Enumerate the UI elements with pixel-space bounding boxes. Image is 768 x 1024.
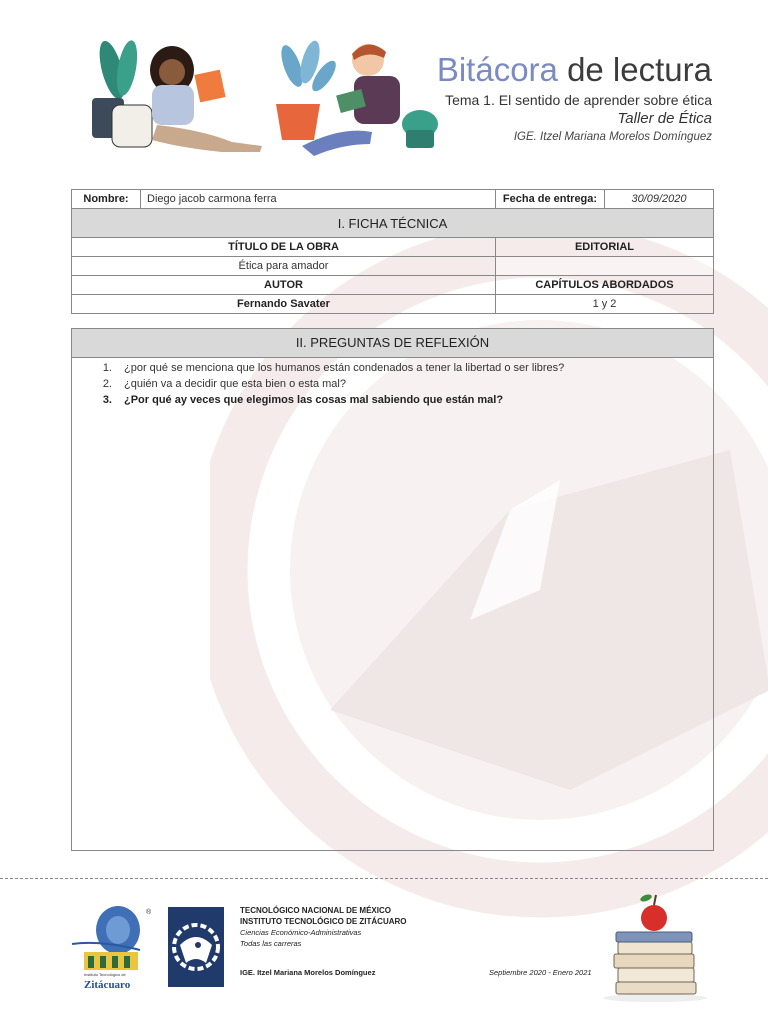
question-text: ¿por qué se menciona que los humanos están condenados a tener la libertad o ser libres? (124, 362, 565, 374)
reflection-section (71, 328, 714, 851)
institute-name: INSTITUTO TECNOLÓGICO DE ZITÁCUARO (240, 917, 407, 926)
question-text: ¿Por qué ay veces que elegimos las cosas mal sabiendo que están mal? (124, 394, 504, 406)
section-title-preguntas: II. PREGUNTAS DE REFLEXIÓN (72, 329, 713, 358)
itz-logo (70, 900, 160, 992)
reading-girl-illustration (72, 30, 272, 160)
editorial-label: EDITORIAL (496, 238, 714, 257)
question-number: 2. (102, 378, 112, 390)
svg-text:®: ® (146, 909, 152, 916)
list-item[interactable] (72, 392, 713, 408)
ficha-table (71, 189, 714, 314)
question-number: 3. (102, 394, 112, 406)
list-item[interactable] (72, 376, 713, 392)
svg-text:Instituto Tecnológico de: Instituto Tecnológico de (84, 972, 126, 977)
chapters-label: CAPÍTULOS ABORDADOS (496, 276, 714, 295)
work-title-field[interactable]: Ética para amador (72, 257, 496, 276)
title-accent: Bitácora (436, 51, 558, 88)
footer-period: Septiembre 2020 - Enero 2021 (489, 968, 592, 977)
institution-name: TECNOLÓGICO NACIONAL DE MÉXICO (240, 906, 391, 915)
footer-teacher: IGE. Itzel Mariana Morelos Domínguez (240, 968, 376, 977)
reading-boy-illustration (262, 36, 442, 164)
books-apple-illustration (600, 890, 710, 1002)
question-text: ¿quién va a decidir que esta bien o esta mal? (124, 378, 346, 390)
author-label: AUTOR (72, 276, 496, 295)
section-title-ficha: I. FICHA TÉCNICA (72, 209, 714, 238)
teacher-name: IGE. Itzel Mariana Morelos Domínguez (513, 131, 712, 143)
dashed-divider (0, 878, 768, 879)
question-list (72, 360, 713, 408)
title-rest: de lectura (567, 51, 712, 88)
student-row (72, 190, 714, 209)
chapters-field[interactable]: 1 y 2 (496, 295, 714, 314)
work-title-label: TÍTULO DE LA OBRA (72, 238, 496, 257)
due-date-field[interactable]: 30/09/2020 (605, 190, 714, 209)
topic-subtitle: Tema 1. El sentido de aprender sobre ética (445, 92, 712, 108)
question-number: 1. (102, 362, 112, 374)
due-date-label: Fecha de entrega: (496, 190, 605, 209)
institution-info (240, 905, 407, 949)
author-field[interactable]: Fernando Savater (72, 295, 496, 314)
svg-text:Zitácuaro: Zitácuaro (84, 979, 131, 991)
department: Ciencias Económico-Administrativas (240, 928, 362, 937)
page-title (437, 50, 712, 90)
name-label: Nombre: (72, 190, 141, 209)
workshop-name: Taller de Ética (617, 110, 712, 127)
careers: Todas las carreras (240, 939, 302, 948)
list-item[interactable] (72, 360, 713, 376)
header-title-block (437, 50, 712, 143)
editorial-field[interactable] (496, 257, 714, 276)
name-field[interactable]: Diego jacob carmona ferra (141, 190, 496, 209)
tecnm-logo (166, 905, 226, 989)
